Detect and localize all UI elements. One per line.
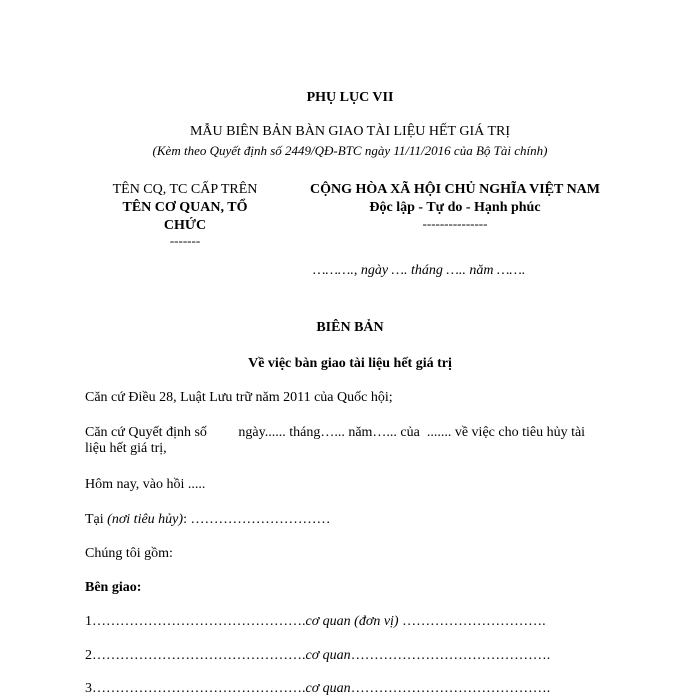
giver-row [85,614,625,630]
location-statement [85,512,625,528]
place-date-line: ………., ngày …. tháng ….. năm ……. [313,263,526,278]
decision-line-2: liệu hết giá trị, [85,441,167,456]
section-giver-heading: Bên giao: [85,580,142,595]
decision-line-1: Căn cứ Quyết định số ngày...... tháng…... năm…... của ....... về việc cho tiêu hủy tài [85,425,586,440]
row-agency-label: cơ quan [305,648,351,663]
agency-name-line2: CHỨC [163,218,207,233]
appendix-heading: PHỤ LỤC VII [306,90,394,105]
row-agency-dots: ……………………………………. [350,681,551,696]
country-name: CỘNG HÒA XÃ HỘI CHỦ NGHĨA VIỆT NAM [309,182,600,197]
row-agency-label: cơ quan [305,681,351,696]
agency-rule: ------- [169,233,201,248]
legal-basis-law: Căn cứ Điều 28, Luật Lưu trữ năm 2011 của Quốc hội; [85,390,393,405]
agency-name-line1: TÊN CƠ QUAN, TỔ [122,200,248,215]
legal-basis-decision [85,425,625,457]
form-title: MẪU BIÊN BẢN BÀN GIAO TÀI LIỆU HẾT GIÁ TRỊ [189,124,511,139]
document-subtitle: Về việc bàn giao tài liệu hết giá trị [248,356,452,371]
parent-agency-name: TÊN CQ, TC CẤP TRÊN [112,182,258,197]
location-dots: : ………………………… [183,512,331,527]
row-number: 2 [85,648,92,663]
location-italic: (nơi tiêu hủy) [107,512,184,527]
row-number: 1 [85,614,92,629]
row-name-dots: ………………………………………. [92,681,306,696]
row-number: 3 [85,681,92,696]
location-prefix: Tại [85,512,108,527]
giver-row [85,648,625,664]
row-agency-dots: …………………………. [398,614,546,629]
row-agency-dots: ……………………………………. [350,648,551,663]
national-motto: Độc lập - Tự do - Hạnh phúc [369,200,541,215]
participants-intro: Chúng tôi gồm: [85,546,173,561]
national-motto-block [255,181,655,231]
time-statement: Hôm nay, vào hồi ..... [85,477,206,492]
row-agency-label: cơ quan (đơn vị) [305,614,399,629]
giver-row [85,681,625,697]
row-name-dots: ………………………………………. [92,648,306,663]
document-title: BIÊN BẢN [316,320,384,335]
decision-note: (Kèm theo Quyết định số 2449/QĐ-BTC ngày 11/11/2016 của Bộ Tài chính) [152,143,548,158]
motto-rule: --------------- [422,216,488,231]
row-name-dots: ………………………………………. [92,614,306,629]
